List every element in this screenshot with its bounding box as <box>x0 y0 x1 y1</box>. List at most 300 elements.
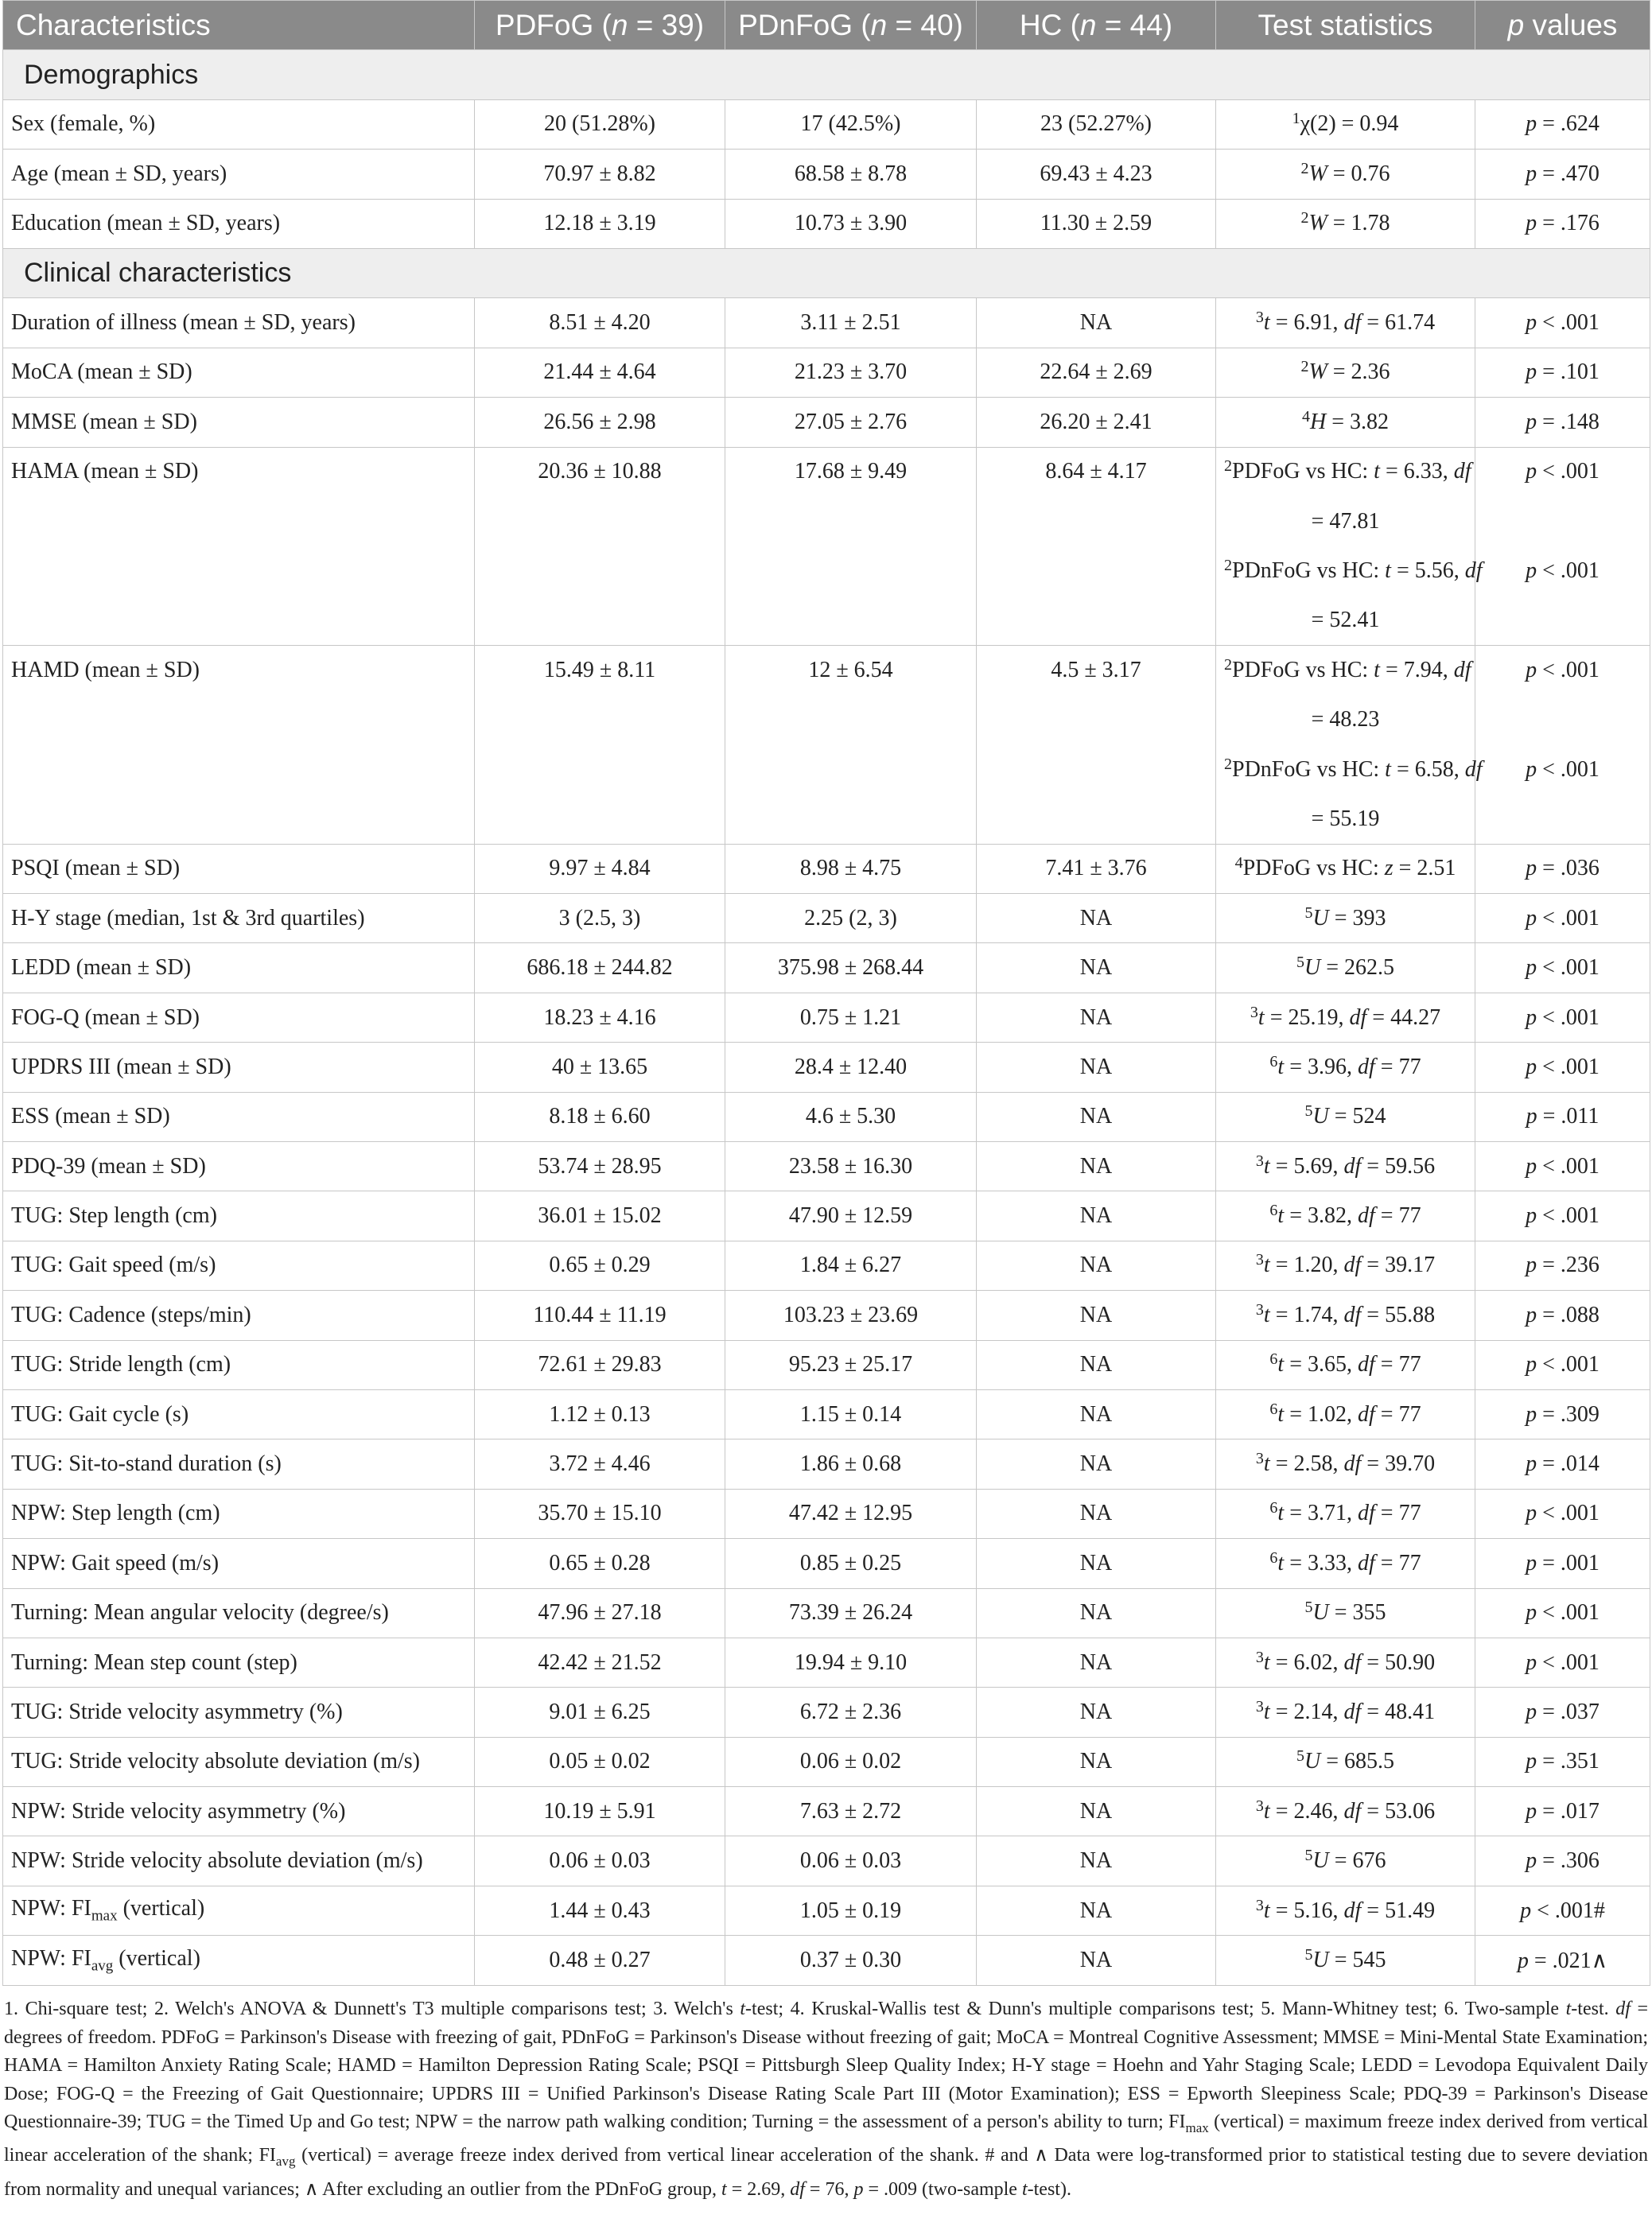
test-statistic <box>1216 1141 1475 1191</box>
p-value: p = .309 <box>1475 1389 1650 1439</box>
hc-value: NA <box>977 1439 1216 1489</box>
test-footnote-ref: 3 <box>1255 1450 1264 1468</box>
test-footnote-ref: 1 <box>1292 110 1300 128</box>
table-row <box>3 1489 1650 1538</box>
p-value-text: p < .001 <box>1526 459 1600 484</box>
row-label: TUG: Gait cycle (s) <box>3 1389 475 1439</box>
row-label: NPW: Stride velocity asymmetry (%) <box>3 1787 475 1836</box>
pdfog-value: 0.05 ± 0.02 <box>475 1737 725 1786</box>
hc-value: NA <box>977 298 1216 348</box>
table-row <box>3 1787 1650 1836</box>
test-statistic-cont: = 48.23 <box>1311 707 1380 732</box>
hc-value: NA <box>977 1191 1216 1241</box>
row-label: TUG: Sit-to-stand duration (s) <box>3 1439 475 1489</box>
test-footnote-ref: 3 <box>1255 1648 1264 1666</box>
test-statistic-cont: = 47.81 <box>1311 508 1380 534</box>
test-statistic-text: U = 676 <box>1312 1848 1386 1874</box>
empty-cell <box>977 695 1216 744</box>
table-row <box>3 1737 1650 1786</box>
test-statistic-text: t = 3.96, df = 77 <box>1277 1054 1421 1079</box>
p-value <box>1475 447 1650 496</box>
test-footnote-ref: 2 <box>1300 159 1309 177</box>
test-statistic-text: t = 1.74, df = 55.88 <box>1263 1302 1436 1327</box>
hc-value: NA <box>977 1489 1216 1538</box>
test-statistic <box>1216 1241 1475 1290</box>
test-statistic-text: W = 2.36 <box>1308 359 1390 385</box>
test-statistic <box>1216 1936 1475 1985</box>
test-statistic-text: t = 2.46, df = 53.06 <box>1263 1798 1436 1824</box>
table-row <box>3 1886 1650 1935</box>
pdfog-value: 72.61 ± 29.83 <box>475 1340 725 1389</box>
test-statistic-text: t = 6.02, df = 50.90 <box>1263 1649 1436 1675</box>
test-statistic <box>1216 1489 1475 1538</box>
table-row <box>3 1043 1650 1092</box>
test-footnote-ref: 6 <box>1269 1052 1278 1070</box>
pdfog-value: 8.18 ± 6.60 <box>475 1092 725 1141</box>
test-footnote-ref: 2 <box>1300 358 1309 376</box>
test-statistic-text: t = 3.82, df = 77 <box>1277 1203 1421 1229</box>
pdfog-value: 1.12 ± 0.13 <box>475 1389 725 1439</box>
empty-cell <box>475 546 725 596</box>
section-row <box>3 248 1650 297</box>
table-row <box>3 298 1650 348</box>
pdfog-value: 18.23 ± 4.16 <box>475 993 725 1042</box>
test-statistic-text: t = 3.65, df = 77 <box>1277 1352 1421 1377</box>
pdnfog-value: 7.63 ± 2.72 <box>725 1787 977 1836</box>
table-row <box>3 496 1650 546</box>
table-row <box>3 1539 1650 1588</box>
test-statistic <box>1216 99 1475 149</box>
p-value: p = .036 <box>1475 844 1650 893</box>
test-statistic <box>1216 1092 1475 1141</box>
pdfog-value: 0.65 ± 0.29 <box>475 1241 725 1290</box>
row-label: HAMA (mean ± SD) <box>3 447 475 496</box>
p-value: p < .001 <box>1475 993 1650 1042</box>
test-statistic <box>1216 1439 1475 1489</box>
p-value: p = .021∧ <box>1475 1936 1650 1985</box>
p-value: p = .351 <box>1475 1737 1650 1786</box>
table-row <box>3 348 1650 397</box>
test-footnote-ref: 6 <box>1269 1548 1278 1567</box>
pdnfog-value: 2.25 (2, 3) <box>725 894 977 943</box>
test-statistic <box>1216 943 1475 993</box>
test-statistic <box>1216 1291 1475 1340</box>
table-row <box>3 795 1650 844</box>
test-footnote-ref: 5 <box>1304 1599 1313 1617</box>
hc-value: NA <box>977 1886 1216 1935</box>
pdnfog-value: 73.39 ± 26.24 <box>725 1588 977 1638</box>
test-statistic <box>1216 199 1475 248</box>
test-statistic <box>1216 1539 1475 1588</box>
table-row <box>3 199 1650 248</box>
test-footnote-ref: 6 <box>1269 1499 1278 1517</box>
col-characteristics: Characteristics <box>3 1 475 50</box>
pdfog-value: 1.44 ± 0.43 <box>475 1886 725 1935</box>
test-footnote-ref: 3 <box>1250 1003 1258 1021</box>
table-row <box>3 546 1650 596</box>
test-footnote-ref: 2 <box>1224 655 1232 674</box>
test-statistic <box>1216 447 1475 496</box>
table-row <box>3 1291 1650 1340</box>
pdfog-value: 8.51 ± 4.20 <box>475 298 725 348</box>
p-value: p < .001 <box>1475 1638 1650 1687</box>
table-row <box>3 596 1650 645</box>
test-footnote-ref: 3 <box>1255 1896 1264 1914</box>
p-value <box>1475 646 1650 695</box>
pdnfog-value: 4.6 ± 5.30 <box>725 1092 977 1141</box>
hc-value: 7.41 ± 3.76 <box>977 844 1216 893</box>
table-row <box>3 1191 1650 1241</box>
pdfog-value: 20 (51.28%) <box>475 99 725 149</box>
table-row <box>3 1439 1650 1489</box>
empty-cell <box>725 546 977 596</box>
test-statistic-text: t = 2.58, df = 39.70 <box>1263 1451 1436 1477</box>
hc-value: NA <box>977 1539 1216 1588</box>
p-value <box>1475 695 1650 744</box>
test-statistic <box>1216 596 1475 645</box>
table-row <box>3 993 1650 1042</box>
row-label: ESS (mean ± SD) <box>3 1092 475 1141</box>
table-row <box>3 398 1650 447</box>
test-footnote-ref: 3 <box>1255 1300 1264 1319</box>
test-statistic <box>1216 744 1483 794</box>
hc-value: NA <box>977 1241 1216 1290</box>
p-value: p = .624 <box>1475 99 1650 149</box>
test-footnote-ref: 4 <box>1234 854 1243 872</box>
row-label: TUG: Step length (cm) <box>3 1191 475 1241</box>
row-label: TUG: Cadence (steps/min) <box>3 1291 475 1340</box>
empty-cell <box>977 795 1216 844</box>
test-statistic <box>1216 348 1475 397</box>
pdnfog-value: 1.84 ± 6.27 <box>725 1241 977 1290</box>
test-statistic-text: W = 1.78 <box>1308 211 1390 236</box>
test-statistic-text: PDFoG vs HC: t = 6.33, df <box>1232 459 1471 484</box>
p-value-text: p < .001 <box>1526 657 1600 682</box>
test-statistic-text: PDnFoG vs HC: t = 5.56, df <box>1232 558 1483 583</box>
pdfog-value: 3 (2.5, 3) <box>475 894 725 943</box>
table-footnote: 1. Chi-square test; 2. Welch's ANOVA & Dunnett's T3 multiple comparisons test; 3. Welch's t-test; 4. Kruskal-Wallis test & Dunn's multiple comparisons test; 5. Mann-Whitney test; 6. Two-sample t-test. df = degrees of freedom. PDFoG = Parkinson's Disease with freezing of gait, PDnFoG = Parkinson's Disease without freezing of gait; MoCA = Montreal Cognitive Assessment; MMSE = Mini-Mental State Examination; HAMA = Hamilton Anxiety Rating Scale; HAMD = Hamilton Depression Rating Scale; PSQI = Pittsburgh Sleep Quality Index; H-Y stage = Hoehn and Yahr Staging Scale; LEDD = Levodopa Equivalent Daily Dose; FOG-Q = the Freezing of Gait Questionnaire; UPDRS III = Unified Parkinson's Disease Rating Scale Part III (Motor Examination); ESS = Epworth Sleepiness Scale; PDQ-39 = Parkinson's Disease Questionnaire-39; TUG = the Timed Up and Go test; NPW = the narrow path walking condition; Turning = the assessment of a person's ability to turn; $FI_{max}$ (vertical) = maximum freeze index derived from vertical linear acceleration of the shank; $FI_{avg}$ (vertical) = average freeze index derived from vertical linear acceleration of the shank. # and ∧ Data were log-transformed prior to statistical testing due to severe deviation from normality and unequal variances; ∧ After excluding an outlier from the PDnFoG group, t = 2.69, df = 76, p = .009 (two-sample t-test). <box>2 1985 1650 2204</box>
pdfog-value: 20.36 ± 10.88 <box>475 447 725 496</box>
row-label: Turning: Mean angular velocity (degree/s) <box>3 1588 475 1638</box>
table-row <box>3 1340 1650 1389</box>
test-footnote-ref: 6 <box>1269 1202 1278 1220</box>
test-footnote-ref: 6 <box>1269 1400 1278 1418</box>
p-value: p = .037 <box>1475 1688 1650 1737</box>
test-statistic-text: t = 5.69, df = 59.56 <box>1263 1153 1436 1179</box>
test-statistic-text: t = 6.91, df = 61.74 <box>1263 310 1436 336</box>
p-value: p = .088 <box>1475 1291 1650 1340</box>
row-label: PSQI (mean ± SD) <box>3 844 475 893</box>
empty-cell <box>725 596 977 645</box>
empty-cell <box>977 744 1216 794</box>
empty-cell <box>475 695 725 744</box>
empty-cell <box>977 596 1216 645</box>
section-demographics: Demographics <box>3 50 1650 99</box>
col-p-values: p values <box>1475 1 1650 50</box>
test-statistic-text: U = 545 <box>1312 1947 1386 1972</box>
empty-cell <box>725 695 977 744</box>
row-label: TUG: Stride velocity absolute deviation (m/s) <box>3 1737 475 1786</box>
pdnfog-value: 10.73 ± 3.90 <box>725 199 977 248</box>
test-statistic-text: PDFoG vs HC: z = 2.51 <box>1242 856 1456 881</box>
pdnfog-value: 103.23 ± 23.69 <box>725 1291 977 1340</box>
table-row <box>3 150 1650 199</box>
test-statistic-text: PDFoG vs HC: t = 7.94, df <box>1232 657 1471 682</box>
row-label: MoCA (mean ± SD) <box>3 348 475 397</box>
table-row <box>3 844 1650 893</box>
pdnfog-value: 0.06 ± 0.02 <box>725 1737 977 1786</box>
pdnfog-value: 28.4 ± 12.40 <box>725 1043 977 1092</box>
pdfog-value: 47.96 ± 27.18 <box>475 1588 725 1638</box>
pdnfog-value: 0.85 ± 0.25 <box>725 1539 977 1588</box>
pdnfog-value: 17.68 ± 9.49 <box>725 447 977 496</box>
empty-cell <box>475 795 725 844</box>
table-row <box>3 447 1650 496</box>
p-value <box>1475 744 1650 794</box>
pdfog-value: 26.56 ± 2.98 <box>475 398 725 447</box>
hc-value: NA <box>977 993 1216 1042</box>
pdnfog-value: 6.72 ± 2.36 <box>725 1688 977 1737</box>
col-hc: HC (n = 44) <box>977 1 1216 50</box>
row-label: MMSE (mean ± SD) <box>3 398 475 447</box>
pdfog-value: 0.48 ± 0.27 <box>475 1936 725 1985</box>
hc-value: NA <box>977 1836 1216 1886</box>
test-footnote-ref: 3 <box>1255 309 1264 327</box>
row-label: NPW: $FI_{max}$ (vertical) <box>3 1886 475 1935</box>
test-footnote-ref: 5 <box>1304 1945 1313 1964</box>
hc-value: NA <box>977 1141 1216 1191</box>
hc-value: NA <box>977 1092 1216 1141</box>
empty-cell <box>725 744 977 794</box>
p-value: p < .001 <box>1475 943 1650 993</box>
p-value <box>1475 496 1650 546</box>
table-row <box>3 1092 1650 1141</box>
test-statistic <box>1216 894 1475 943</box>
pdfog-value: 3.72 ± 4.46 <box>475 1439 725 1489</box>
test-statistic <box>1216 1688 1475 1737</box>
pdfog-value: 70.97 ± 8.82 <box>475 150 725 199</box>
test-statistic <box>1216 546 1483 596</box>
test-footnote-ref: 3 <box>1255 1797 1264 1815</box>
row-label: FOG-Q (mean ± SD) <box>3 993 475 1042</box>
pdnfog-value: 23.58 ± 16.30 <box>725 1141 977 1191</box>
p-value: p < .001 <box>1475 1141 1650 1191</box>
pdfog-value: 9.97 ± 4.84 <box>475 844 725 893</box>
col-pdfog: PDFoG (n = 39) <box>475 1 725 50</box>
test-statistic <box>1216 1340 1475 1389</box>
test-footnote-ref: 2 <box>1224 457 1232 476</box>
hc-value: NA <box>977 1688 1216 1737</box>
table-row <box>3 744 1650 794</box>
test-statistic-text: t = 2.14, df = 48.41 <box>1263 1699 1436 1724</box>
test-footnote-ref: 5 <box>1296 954 1304 972</box>
pdnfog-value: 95.23 ± 25.17 <box>725 1340 977 1389</box>
table-row <box>3 1936 1650 1985</box>
test-statistic-text: U = 524 <box>1312 1104 1386 1129</box>
test-statistic <box>1216 1191 1475 1241</box>
empty-cell <box>3 695 475 744</box>
col-pdnfog: PDnFoG (n = 40) <box>725 1 977 50</box>
p-value: p = .101 <box>1475 348 1650 397</box>
test-statistic <box>1216 1588 1475 1638</box>
table-row <box>3 894 1650 943</box>
pdnfog-value: 27.05 ± 2.76 <box>725 398 977 447</box>
test-statistic-text: t = 5.16, df = 51.49 <box>1263 1898 1436 1923</box>
table-row <box>3 1389 1650 1439</box>
p-value: p < .001 <box>1475 1043 1650 1092</box>
empty-cell <box>475 496 725 546</box>
row-label: Education (mean ± SD, years) <box>3 199 475 248</box>
pdfog-value: 42.42 ± 21.52 <box>475 1638 725 1687</box>
test-statistic-text: PDnFoG vs HC: t = 6.58, df <box>1232 756 1483 782</box>
p-value: p = .470 <box>1475 150 1650 199</box>
table-body <box>3 50 1650 1985</box>
row-label: NPW: $FI_{avg}$ (vertical) <box>3 1936 475 1985</box>
test-statistic-text: t = 3.33, df = 77 <box>1277 1550 1421 1575</box>
row-label: Age (mean ± SD, years) <box>3 150 475 199</box>
pdnfog-value: 12 ± 6.54 <box>725 646 977 695</box>
test-statistic-cont: = 55.19 <box>1311 806 1380 831</box>
test-statistic-text: t = 3.71, df = 77 <box>1277 1501 1421 1526</box>
empty-cell <box>3 546 475 596</box>
pdnfog-value: 1.86 ± 0.68 <box>725 1439 977 1489</box>
table-row <box>3 1638 1650 1687</box>
row-label: HAMD (mean ± SD) <box>3 646 475 695</box>
pdnfog-value: 0.06 ± 0.03 <box>725 1836 977 1886</box>
p-value: p < .001 <box>1475 1191 1650 1241</box>
col-test-statistics: Test statistics <box>1216 1 1475 50</box>
pdfog-value: 9.01 ± 6.25 <box>475 1688 725 1737</box>
table-row <box>3 1588 1650 1638</box>
table-row <box>3 646 1650 695</box>
pdnfog-value: 17 (42.5%) <box>725 99 977 149</box>
test-footnote-ref: 5 <box>1304 1847 1313 1865</box>
section-row <box>3 50 1650 99</box>
empty-cell <box>3 596 475 645</box>
pdfog-value: 36.01 ± 15.02 <box>475 1191 725 1241</box>
test-statistic <box>1216 993 1475 1042</box>
empty-cell <box>3 496 475 546</box>
empty-cell <box>3 795 475 844</box>
table-row <box>3 99 1650 149</box>
row-label: Duration of illness (mean ± SD, years) <box>3 298 475 348</box>
table-row <box>3 943 1650 993</box>
p-value: p = .236 <box>1475 1241 1650 1290</box>
hc-value: NA <box>977 1588 1216 1638</box>
test-statistic <box>1216 1638 1475 1687</box>
pdnfog-value: 47.42 ± 12.95 <box>725 1489 977 1538</box>
p-value: p = .017 <box>1475 1787 1650 1836</box>
hc-value: NA <box>977 1936 1216 1985</box>
pdnfog-value: 0.37 ± 0.30 <box>725 1936 977 1985</box>
pdfog-value: 15.49 ± 8.11 <box>475 646 725 695</box>
p-value: p < .001 <box>1475 894 1650 943</box>
test-footnote-ref: 3 <box>1255 1697 1264 1715</box>
row-label: NPW: Step length (cm) <box>3 1489 475 1538</box>
test-footnote-ref: 3 <box>1255 1152 1264 1170</box>
pdfog-value: 0.65 ± 0.28 <box>475 1539 725 1588</box>
header-row <box>3 1 1650 50</box>
test-statistic-text: t = 1.02, df = 77 <box>1277 1401 1421 1427</box>
hc-value: 26.20 ± 2.41 <box>977 398 1216 447</box>
test-footnote-ref: 6 <box>1269 1350 1278 1369</box>
pdnfog-value: 375.98 ± 268.44 <box>725 943 977 993</box>
section-clinical: Clinical characteristics <box>3 248 1650 297</box>
p-value: p < .001 <box>1475 1340 1650 1389</box>
test-statistic <box>1216 1043 1475 1092</box>
table-row <box>3 1688 1650 1737</box>
test-statistic <box>1216 1886 1475 1935</box>
pdfog-value: 35.70 ± 15.10 <box>475 1489 725 1538</box>
hc-value: 8.64 ± 4.17 <box>977 447 1216 496</box>
empty-cell <box>725 795 977 844</box>
empty-cell <box>725 496 977 546</box>
table-row <box>3 1141 1650 1191</box>
test-statistic <box>1216 398 1475 447</box>
table-row <box>3 1241 1650 1290</box>
test-statistic <box>1216 1737 1475 1786</box>
test-footnote-ref: 2 <box>1300 209 1309 227</box>
test-footnote-ref: 4 <box>1301 407 1310 425</box>
row-label: LEDD (mean ± SD) <box>3 943 475 993</box>
test-statistic <box>1216 1787 1475 1836</box>
pdfog-value: 21.44 ± 4.64 <box>475 348 725 397</box>
pdnfog-value: 21.23 ± 3.70 <box>725 348 977 397</box>
row-label: TUG: Stride velocity asymmetry (%) <box>3 1688 475 1737</box>
row-label: PDQ-39 (mean ± SD) <box>3 1141 475 1191</box>
test-statistic-text: t = 25.19, df = 44.27 <box>1257 1004 1441 1030</box>
test-statistic <box>1216 646 1475 695</box>
test-statistic-text: H = 3.82 <box>1309 409 1390 434</box>
hc-value: NA <box>977 1389 1216 1439</box>
p-value: p = .176 <box>1475 199 1650 248</box>
p-value: p = .148 <box>1475 398 1650 447</box>
hc-value: 69.43 ± 4.23 <box>977 150 1216 199</box>
test-statistic-text: U = 685.5 <box>1304 1749 1395 1774</box>
p-value-text: p < .001 <box>1526 756 1600 782</box>
test-footnote-ref: 2 <box>1224 556 1232 574</box>
hc-value: NA <box>977 1787 1216 1836</box>
test-statistic-text: U = 262.5 <box>1304 955 1395 981</box>
row-label: NPW: Gait speed (m/s) <box>3 1539 475 1588</box>
characteristics-table <box>2 0 1650 1986</box>
row-label: UPDRS III (mean ± SD) <box>3 1043 475 1092</box>
p-value: p < .001 <box>1475 298 1650 348</box>
test-footnote-ref: 2 <box>1224 755 1232 773</box>
pdfog-value: 10.19 ± 5.91 <box>475 1787 725 1836</box>
row-label: TUG: Stride length (cm) <box>3 1340 475 1389</box>
pdnfog-value: 1.05 ± 0.19 <box>725 1886 977 1935</box>
empty-cell <box>475 744 725 794</box>
test-statistic <box>1216 844 1475 893</box>
pdnfog-value: 68.58 ± 8.78 <box>725 150 977 199</box>
pdnfog-value: 0.75 ± 1.21 <box>725 993 977 1042</box>
row-label: Turning: Mean step count (step) <box>3 1638 475 1687</box>
test-statistic-text: U = 355 <box>1312 1600 1386 1626</box>
pdfog-value: 53.74 ± 28.95 <box>475 1141 725 1191</box>
hc-value: NA <box>977 1043 1216 1092</box>
pdfog-value: 40 ± 13.65 <box>475 1043 725 1092</box>
p-value <box>1475 596 1650 645</box>
pdfog-value: 686.18 ± 244.82 <box>475 943 725 993</box>
test-statistic <box>1216 795 1475 844</box>
hc-value: 23 (52.27%) <box>977 99 1216 149</box>
test-statistic-text: t = 1.20, df = 39.17 <box>1263 1253 1436 1278</box>
pdnfog-value: 8.98 ± 4.75 <box>725 844 977 893</box>
test-statistic-cont: = 52.41 <box>1311 608 1380 633</box>
test-statistic <box>1216 1836 1475 1886</box>
test-footnote-ref: 5 <box>1304 903 1313 922</box>
